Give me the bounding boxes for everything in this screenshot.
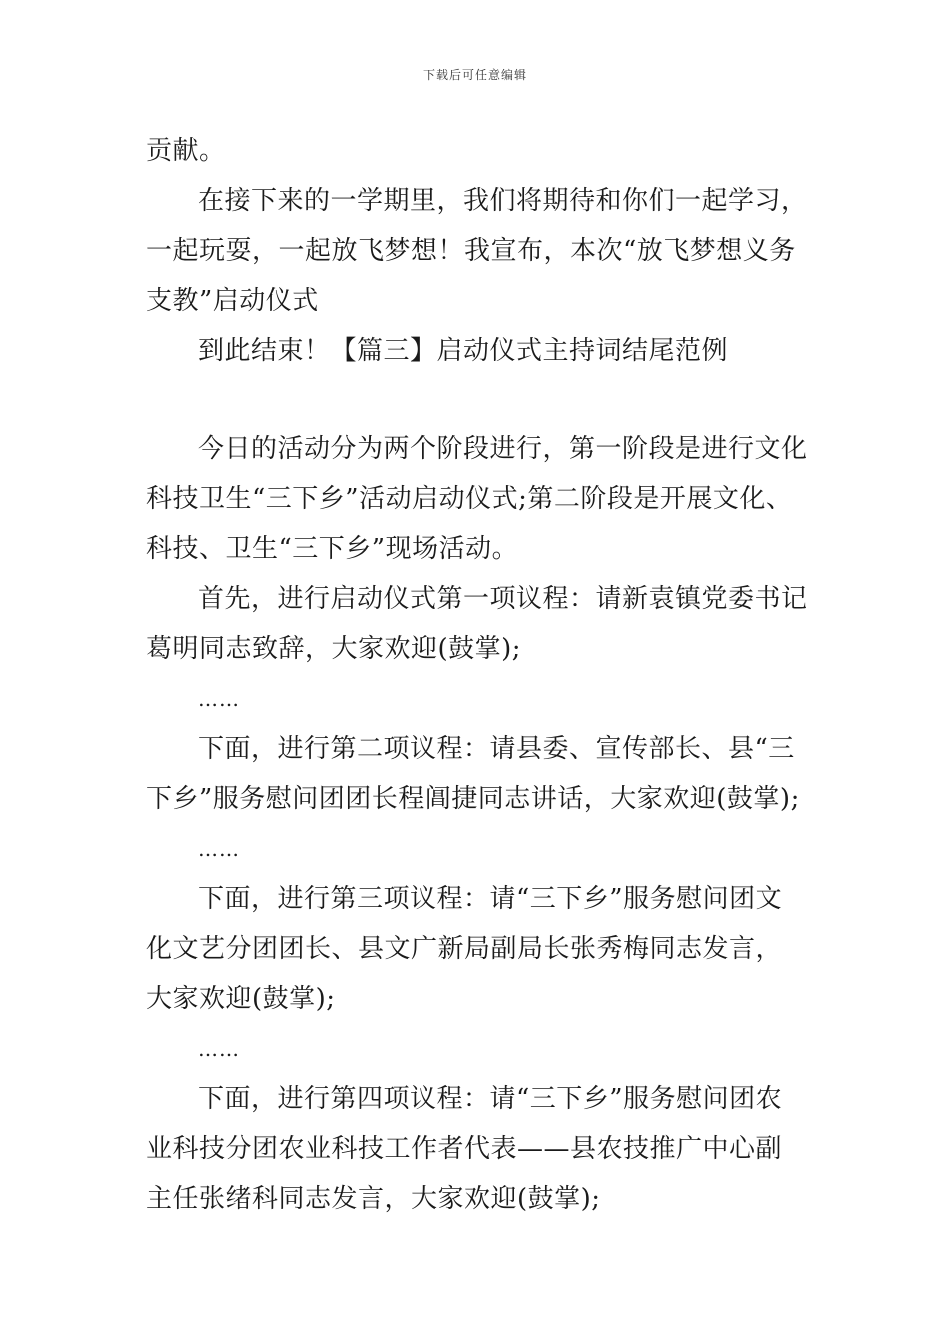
spacer: [146, 376, 808, 424]
ellipsis: ……: [198, 1037, 240, 1061]
ellipsis: ……: [198, 687, 240, 711]
paragraph-section-title: 到此结束！【篇三】启动仪式主持词结尾范例: [198, 336, 729, 366]
paragraph-agenda-1: 首先，进行启动仪式第一项议程：请新袁镇党委书记葛明同志致辞，大家欢迎(鼓掌);: [146, 584, 808, 664]
page-header: 下载后可任意编辑: [422, 68, 527, 82]
paragraph-agenda-3: 下面，进行第三项议程：请“三下乡”服务慰问团文化文艺分团团长、县文广新局副局长张秀梅同志发言，大家欢迎(鼓掌);: [146, 884, 783, 1014]
paragraph-continuation: 贡献。: [146, 136, 226, 166]
paragraph-intro: 今日的活动分为两个阶段进行，第一阶段是进行文化科技卫生“三下乡”活动启动仪式;第二阶段是开展文化、科技、卫生“三下乡”现场活动。: [146, 434, 808, 564]
paragraph-agenda-2: 下面，进行第二项议程：请县委、宣传部长、县“三下乡”服务慰问团团长程阊捷同志讲话，大家欢迎(鼓掌);: [146, 734, 800, 814]
paragraph-announcement: 在接下来的一学期里，我们将期待和你们一起学习，一起玩耍，一起放飞梦想！我宣布，本次“放飞梦想义务支教”启动仪式: [146, 186, 808, 316]
paragraph-agenda-4: 下面，进行第四项议程：请“三下乡”服务慰问团农业科技分团农业科技工作者代表——县农技推广中心副主任张绪科同志发言，大家欢迎(鼓掌);: [146, 1084, 783, 1214]
document-body: [146, 126, 808, 1224]
ellipsis: ……: [198, 837, 240, 861]
